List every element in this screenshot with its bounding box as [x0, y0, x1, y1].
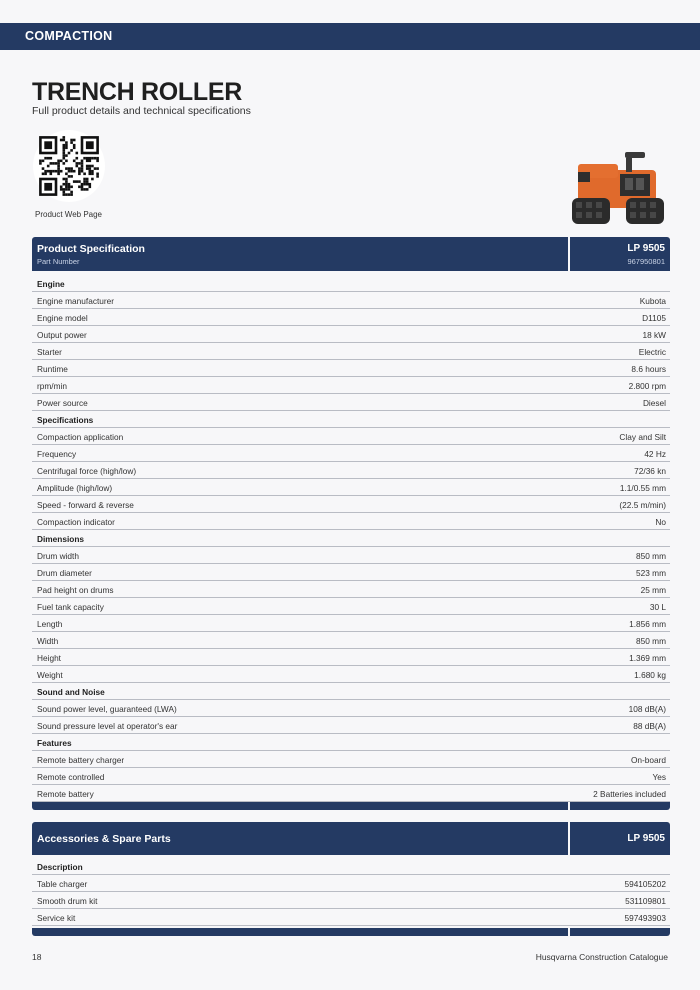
row-label: Speed - forward & reverse: [37, 500, 134, 510]
spec-model: LP 9505: [627, 243, 665, 254]
qr-label: Product Web Page: [35, 210, 103, 219]
row-value: (22.5 m/min): [619, 500, 666, 510]
table-row: [32, 615, 670, 632]
row-label: Height: [37, 653, 61, 663]
row-label: Engine manufacturer: [37, 296, 115, 306]
row-value: 594105202: [624, 879, 666, 889]
row-label: Weight: [37, 670, 63, 680]
row-value: 1.856 mm: [629, 619, 666, 629]
row-value: 25 mm: [640, 585, 666, 595]
row-value: Yes: [652, 772, 666, 782]
row-value: Electric: [638, 347, 666, 357]
row-label: rpm/min: [37, 381, 67, 391]
row-label: Sound pressure level at operator's ear: [37, 721, 178, 731]
row-label: Remote battery: [37, 789, 94, 799]
row-label: Engine model: [37, 313, 88, 323]
section-header: [32, 734, 670, 751]
table-row: [32, 666, 670, 683]
table-row: [32, 785, 670, 802]
accessories-table-footer: [32, 928, 670, 936]
row-label: Table charger: [37, 879, 88, 889]
section-header: [32, 858, 670, 875]
table-row: [32, 632, 670, 649]
section-label: Sound and Noise: [37, 687, 105, 697]
row-label: Frequency: [37, 449, 77, 459]
table-row: [32, 428, 670, 445]
table-row: [32, 547, 670, 564]
row-label: Drum diameter: [37, 568, 92, 578]
section-header: [32, 411, 670, 428]
row-value: 1.369 mm: [629, 653, 666, 663]
row-value: 850 mm: [636, 551, 666, 561]
row-label: Centrifugal force (high/low): [37, 466, 137, 476]
table-row: [32, 343, 670, 360]
row-value: 2 Batteries included: [593, 789, 666, 799]
row-label: Smooth drum kit: [37, 896, 98, 906]
row-value: 30 L: [649, 602, 666, 612]
row-value: 1.680 kg: [634, 670, 666, 680]
table-row: [32, 513, 670, 530]
row-label: Sound power level, guaranteed (LWA): [37, 704, 177, 714]
table-row: [32, 377, 670, 394]
row-value: 18 kW: [642, 330, 666, 340]
section-label: Dimensions: [37, 534, 85, 544]
row-value: 523 mm: [636, 568, 666, 578]
row-label: Starter: [37, 347, 62, 357]
table-row: [32, 581, 670, 598]
table-row: [32, 598, 670, 615]
section-label: Specifications: [37, 415, 94, 425]
row-label: Compaction application: [37, 432, 124, 442]
table-row: [32, 309, 670, 326]
row-label: Drum width: [37, 551, 79, 561]
section-header: [32, 683, 670, 700]
table-row: [32, 292, 670, 309]
row-value: Diesel: [642, 398, 666, 408]
row-value: 88 dB(A): [633, 721, 666, 731]
page-subtitle: Full product details and technical specifications: [32, 105, 251, 117]
accessories-title: Accessories & Spare Parts: [37, 833, 171, 845]
table-row: [32, 717, 670, 734]
row-value: No: [655, 517, 666, 527]
category-label: COMPACTION: [25, 29, 113, 43]
section-label: Engine: [37, 279, 65, 289]
row-label: Remote controlled: [37, 772, 105, 782]
row-value: 850 mm: [636, 636, 666, 646]
row-value: On-board: [630, 755, 666, 765]
spec-table-header: [32, 237, 670, 271]
table-row: [32, 875, 670, 892]
accessories-model: LP 9505: [627, 833, 665, 844]
row-value: D1105: [642, 313, 666, 323]
table-row: [32, 768, 670, 785]
row-label: Power source: [37, 398, 88, 408]
table-row: [32, 394, 670, 411]
spec-subtitle: Part Number: [37, 257, 80, 266]
table-row: [32, 326, 670, 343]
row-label: Service kit: [37, 913, 76, 923]
row-value: 72/36 kn: [634, 466, 666, 476]
row-label: Runtime: [37, 364, 68, 374]
table-row: [32, 700, 670, 717]
section-label: Features: [37, 738, 72, 748]
row-value: 8.6 hours: [631, 364, 666, 374]
row-label: Pad height on drums: [37, 585, 114, 595]
accessories-table: [32, 858, 670, 926]
row-value: 1.1/0.55 mm: [619, 483, 666, 493]
accessories-table-header: [32, 822, 670, 855]
row-value: 597493903: [624, 913, 666, 923]
spec-title: Product Specification: [37, 243, 145, 255]
qr-code[interactable]: [33, 130, 105, 202]
page-number: 18: [32, 952, 42, 962]
row-value: Clay and Silt: [619, 432, 666, 442]
spec-table-footer: [32, 802, 670, 810]
section-header: [32, 275, 670, 292]
row-label: Remote battery charger: [37, 755, 125, 765]
table-row: [32, 496, 670, 513]
row-value: 531109801: [625, 896, 666, 906]
category-banner: [0, 23, 700, 50]
section-label: Description: [37, 862, 83, 872]
trench-roller-image: [570, 150, 670, 230]
table-row: [32, 479, 670, 496]
row-value: Kubota: [639, 296, 666, 306]
table-row: [32, 445, 670, 462]
row-label: Width: [37, 636, 59, 646]
section-header: [32, 530, 670, 547]
table-row: [32, 751, 670, 768]
row-label: Amplitude (high/low): [37, 483, 113, 493]
table-row: [32, 564, 670, 581]
row-label: Fuel tank capacity: [37, 602, 104, 612]
table-row: [32, 892, 670, 909]
row-label: Length: [37, 619, 63, 629]
table-row: [32, 360, 670, 377]
spec-table: [32, 275, 670, 802]
row-value: 108 dB(A): [628, 704, 666, 714]
catalogue-name: Husqvarna Construction Catalogue: [535, 952, 668, 962]
spec-part-number: 967950801: [627, 257, 665, 266]
table-row: [32, 909, 670, 926]
row-value: 2.800 rpm: [628, 381, 666, 391]
row-value: 42 Hz: [644, 449, 666, 459]
page-title: TRENCH ROLLER: [32, 78, 242, 106]
row-label: Compaction indicator: [37, 517, 115, 527]
table-row: [32, 462, 670, 479]
row-label: Output power: [37, 330, 87, 340]
table-row: [32, 649, 670, 666]
